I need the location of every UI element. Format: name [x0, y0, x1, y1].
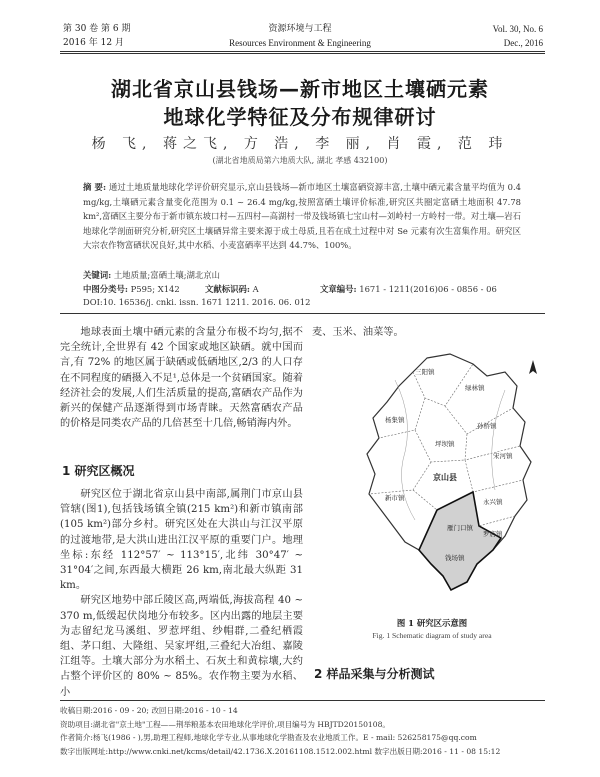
journal-name-cn: 资源环境与工程	[268, 24, 332, 34]
title-line-1: 湖北省京山县钱场—新市地区土壤硒元素	[111, 77, 489, 101]
footnote-rule	[60, 700, 545, 701]
footnote-author-bio: 作者简介:杨飞(1986 - ),男,助理工程师,地球化学专业,从事地球化学勘查及农业地质工作。E - mail: 526258175@qq.com	[60, 733, 477, 742]
keywords-text: 土地质量;富硒土壤;湖北京山	[113, 270, 221, 280]
header-rule	[60, 51, 545, 52]
keywords	[83, 269, 220, 281]
continuation-text: 麦、玉米、油菜等。	[312, 327, 404, 338]
authors: 杨 飞, 蒋之飞, 方 浩, 李 丽, 肖 霞, 范 玮	[91, 136, 509, 152]
section-1-para-1: 研究区位于湖北省京山县中南部,属荆门市京山县管辖(图1),包括钱场镇全镇(215 km²)和新市镇南部(105 km²)部分乡村。研究区处在大洪山与江汉平原的过渡地带,是大洪山进出江汉平原的重要门户。地理坐标:东经 112°57′ ~ 113°15′,北纬 30°47′ ~ 31°04′之间,东西最大横距 26 km,南北最大纵距 31 km。	[60, 489, 303, 592]
keywords-label: 关键词:	[83, 270, 112, 280]
header-rule-thin	[60, 53, 545, 54]
abstract-rule	[60, 313, 545, 314]
article-value: 1671 - 1211(2016)06 - 0856 - 06	[359, 284, 497, 294]
footnote-funding: 资助项目:湖北省"京土地"工程——荆举粮基本农田地球化学评价,项目编号为 HBJTD20150108。	[60, 719, 391, 729]
article-number	[320, 283, 497, 295]
map-label: 孙桥镇	[477, 422, 497, 430]
map-label: 雁门口镇	[447, 524, 473, 532]
abstract-label: 摘 要:	[83, 182, 107, 192]
doc-value: A	[252, 284, 259, 294]
map-label: 钱场镇	[445, 554, 465, 562]
section-1-para-2: 研究区地势中部丘陵区高,两端低,海拔高程 40 ~ 370 m,低缓起伏岗地分布较多。区内出露的地层主要为志留纪龙马溪组、罗惹坪组、纱帽群,二叠纪栖霞组、茅口组、大隆组、吴家坪组,三叠纪大冶组、嘉陵江组等。土壤大部分为水稻土、石灰土和黄棕壤,大约占整个评价区的 80% ~ 85%。农作物主要为水稻、小	[60, 595, 303, 698]
map-label: 京山县	[433, 473, 457, 482]
footnotes	[60, 704, 550, 758]
article-label: 文章编号:	[320, 284, 357, 294]
north-arrow-icon	[529, 360, 537, 374]
journal-name-en: Resources Environment & Engineering	[229, 38, 371, 48]
figure-caption-en: Fig. 1 Schematic diagram of study area	[372, 631, 492, 640]
document-code	[205, 283, 259, 295]
map-label: 坪坝镇	[435, 440, 455, 448]
intro-text: 地球表面土壤中硒元素的含量分布极不均匀,据不完全统计,全世界有 42 个国家或地区缺硒。就中国而言,有 72% 的地区属于缺硒或低硒地区,2/3 的人口存在不同程度的硒摄入不足¹,总体是一个贫硒国家。随着经济社会的发展,人们生活质量的提高,富硒农产品作为新兴的保健产品逐渐得到市场青睐。天然富硒农产品的价格是同类农产品的几倍甚至十几倍,畅销海内外。	[60, 327, 303, 430]
footnote-online: 数字出版网址:http://www.cnki.net/kcms/detail/42.1736.X.20161108.1512.002.html 数字出版日期:2016 - 11 - 08 15:12	[60, 746, 501, 756]
footnote-received: 收稿日期:2016 - 09 - 20; 改回日期:2016 - 10 - 14	[60, 706, 238, 715]
figure-caption-cn: 图 1 研究区示意图	[396, 618, 468, 628]
affiliation: (湖北省地质局第六地质大队, 湖北 孝感 432100)	[212, 156, 388, 165]
map-label: 杨集镇	[385, 416, 405, 424]
map-label: 罗店镇	[483, 530, 503, 538]
journal-date-cn: 2016 年 12 月	[63, 38, 124, 48]
section-1-body	[60, 487, 303, 700]
journal-date-en: Dec., 2016	[503, 38, 543, 48]
section-1-heading: 1 研究区概况	[62, 464, 135, 478]
map-label: 宋河镇	[493, 452, 513, 460]
intro-paragraph	[60, 325, 303, 431]
clc-number	[83, 283, 180, 295]
journal-volume-en: Vol. 30, No. 6	[492, 24, 543, 34]
study-area-map	[355, 350, 550, 605]
map-label: 新市镇	[385, 494, 405, 502]
journal-issue-cn: 第 30 卷 第 6 期	[63, 24, 131, 34]
clc-label: 中图分类号:	[83, 284, 128, 294]
title-line-2: 地球化学特征及分布规律研讨	[163, 105, 437, 129]
study-area-map-svg	[355, 350, 550, 605]
abstract-text: 通过土地质量地球化学评价研究显示,京山县钱场—新市地区土壤富硒资源丰富,土壤中硒元素含量平均值为 0.4 mg/kg,土壤硒元素含量变化范围为 0.1 ~ 26.4 mg/kg,按照富硒土壤评价标准,研究区共圈定富硒土地面积 47.78 km²,富硒区主要分布于新市镇东坡口村—五四村—高湖村一带及钱场镇七宝山村—刘岭村一方岭村一带。对土壤—岩石地球化学剖面研究分析,研究区土壤硒异常主要来源于成土母质,且若在成土过程中对 Se 元素有次生富集作用。研究区大宗农作物富硒状况良好,其中水稻、小麦富硒率平达到 44.7%、100%。	[83, 182, 521, 250]
abstract	[83, 180, 521, 253]
doi: DOI:10. 16536/j. cnki. issn. 1671 1211. 2016. 06. 012	[83, 297, 311, 307]
map-label: 绿林镇	[465, 384, 485, 392]
section-2-heading: 2 样品采集与分析测试	[314, 667, 435, 681]
map-label: 永兴镇	[483, 498, 503, 506]
doc-label: 文献标识码:	[205, 284, 250, 294]
clc-value: P595; X142	[130, 284, 180, 294]
map-label: 三阳镇	[415, 368, 435, 376]
right-col-continuation	[312, 325, 552, 340]
